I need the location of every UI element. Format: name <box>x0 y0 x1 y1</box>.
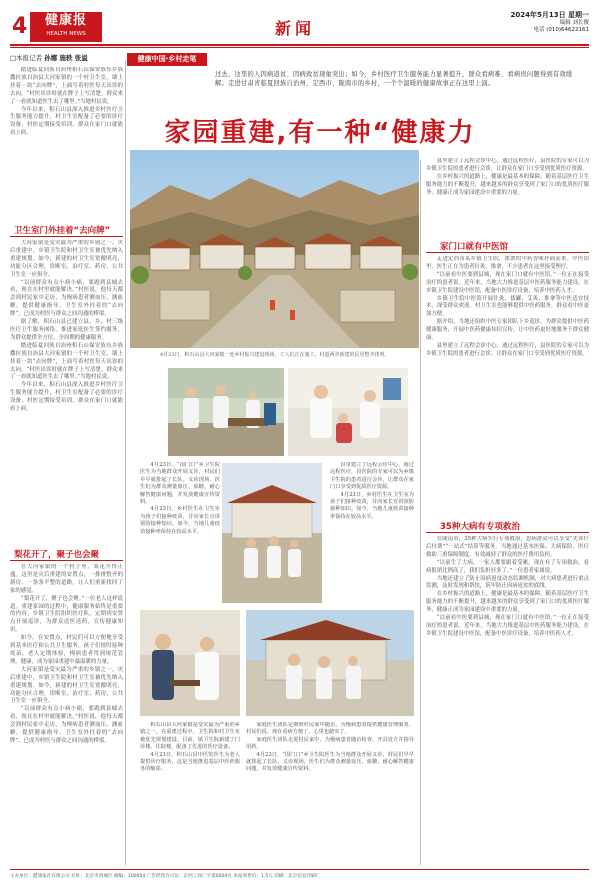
col3-section2 <box>426 256 589 512</box>
bottom-text-b <box>246 722 414 862</box>
photo-home-visit <box>246 610 414 716</box>
home-visit-image <box>246 610 414 716</box>
paragraph: 县里建立了远程会诊中心，通过远程医疗，县医院的专家可以为乡镇卫生院的患者进行会诊，让群众在家门口享受到优质医疗资源。 <box>426 158 589 172</box>
col1-section4 <box>10 564 123 864</box>
subhead-4: 梨花开了，聚子也会聚 <box>14 550 100 560</box>
section-title: 新闻 <box>275 19 316 38</box>
paragraph: 4月23日，乡村医生在卫生室为孩子们接种疫苗，并向家长宣讲预防接种知识。如今，当地儿童疫苗接种率保持在较高水平。 <box>140 506 220 535</box>
paragraph: 如今，在安置点，村民们可以方便地享受到基本医疗和公共卫生服务，孩子们按时接种疫苗，老人定期体检，慢病患者得到规范管理。健康，成为家园重建中最温暖的力量。 <box>10 635 123 665</box>
paragraph: 4月23日，乡村医生在卫生室为孩子们接种疫苗，并向家长宣讲预防接种知识。如今，当地儿童疫苗接种率保持在较高水平。 <box>330 491 414 520</box>
paragraph: 当地还建立了防止因病返贫动态监测机制，对大病患者进行重点监测，及时发现和帮扶，筑牢防止因病返贫的底线。 <box>426 575 589 590</box>
reporter-credit <box>10 53 88 62</box>
paragraph: 在大河家镇的一个村子里，梨花开得正盛。这里是灾后重建的安置点，一排排整齐的新房，一条条平整的道路，让人们重新找回了家的感觉。 <box>10 564 123 594</box>
vaccination-image <box>288 368 408 456</box>
dateline <box>510 12 589 35</box>
credit-names: 孙娜 施轶 张溢 <box>44 54 88 62</box>
paragraph: 大河家镇是受灾最为严重的乡镇之一。灾后重建中，乡镇卫生院和村卫生室被优先纳入重建规划。如今，新建的村卫生室宽敞明亮，功能分区合理，诊断室、治疗室、药房、公共卫生室一应俱全。 <box>10 666 123 705</box>
photo-vaccination <box>288 368 408 456</box>
paragraph: 大河家镇是受灾最为严重的乡镇之一。灾后重建中，乡镇卫生院和村卫生室被优先纳入重建规划。如今，新建的村卫生室宽敞明亮，功能分区合理，诊断室、治疗室、药房、公共卫生室一应俱全。 <box>10 240 123 278</box>
issue-date: 2024年5月13日 星期一 <box>510 11 589 19</box>
header-rule <box>10 44 589 46</box>
photo-doctor-consult <box>168 368 284 456</box>
footer-info: 主办单位：健康报社有限公司 社址：北京市西城区 邮编：100054 广告经营许可证：京西工商广字第0000号 本报零售价：1.5元 印刷：北京信息印刷厂 <box>10 874 321 879</box>
intro-text: 过去，这里的人因病返贫、因病致贫现象突出；如今，乡村医疗卫生服务能力显著提升，群众看病难、看病贵问题得到有效缓解。走进甘肃省临夏回族自治州、定西市、陇南市的乡村，一个个温暖的健康故事正在这里上演。 <box>215 71 573 87</box>
village-team-image <box>222 463 322 603</box>
village-reconstruction-image <box>130 150 419 348</box>
editor-line: 编辑 刘长俊 <box>559 19 589 26</box>
paragraph: 4月23日，积石山县中医馆医生为老人提供诊疗服务，这是当地推进基层中医药服务的缩影。 <box>140 751 240 773</box>
main-photo <box>130 150 419 348</box>
col3-top <box>426 158 589 236</box>
paragraph: 据了解，积石山县已建立县、乡、村三级医疗卫生服务网络，推进家庭医生签约服务，为群众提供全方位、全周期的健康服务。 <box>10 319 123 341</box>
paragraph: “以前生了大病，一家人都要跟着受累。现在有了专项救治，看病报销比例高了，我们负担轻多了。”一位患者家属说。 <box>426 559 589 574</box>
paragraph: 4月23日，“国门口”乡卫生院医生为当地群众开展义诊，村民们早早就排起了长队。义诊现场，医生们为群众测量血压、血糖，耐心解答健康问题，并发放健康宣传资料。 <box>140 462 220 506</box>
logo-text: 健康报 <box>44 13 87 28</box>
paragraph: 家庭医生团队走进村民家中，为慢病患者随访检查、开具处方并指导用药。 <box>246 736 414 751</box>
paragraph: 走进定西市某乡镇卫生院，浓浓的中药香味扑面而来。中医馆里，医生正在为患者针灸、推拿，不少患者在这里接受理疗。 <box>426 256 589 270</box>
subhead-rule <box>10 236 123 237</box>
subhead-2: 家门口就有中医馆 <box>440 242 509 252</box>
phone-line: 电话 (010)64622161 <box>533 27 589 33</box>
column-divider <box>420 160 421 865</box>
col1-top <box>10 67 123 217</box>
outdoor-clinic-image <box>168 368 284 456</box>
column-divider <box>125 60 126 865</box>
subhead-1: 卫生室门外挂着“去向牌” <box>14 226 111 236</box>
paragraph: 在乡村振兴的道路上，健康是最基本的保障。随着基层医疗卫生服务能力的不断提升，越来越多的群众享受到了家门口的优质医疗服务，健康正成为家园建设中重要的力量。 <box>426 173 589 196</box>
paragraph: 积石山县大河家镇是受灾最为严重的乡镇之一，在重建过程中，卫生院和村卫生室被优先规划建设。目前，镇卫生院新建了门诊楼、住院楼，配备了先进的医疗设备。 <box>140 722 240 751</box>
page-number: 4 <box>12 14 28 39</box>
paragraph: 今年以来，积石山县深入推进乡村医疗卫生服务能力提升，村卫生室配备了必要的诊疗设备，村医定期接受培训，群众在家门口就能看上病。 <box>10 382 123 413</box>
paragraph: 家庭医生团队定期到村民家中随访，为慢病患者提供健康管理服务。村民们说，现在看病方便了，心里也踏实了。 <box>246 722 414 736</box>
paragraph: 4月23日，“国门口”乡卫生院医生为当地群众开展义诊，村民们早早就排起了长队。义诊现场，医生们为群众测量血压、血糖，耐心解答健康问题，并发放健康宣传资料。 <box>246 751 414 773</box>
logo-en: HEALTH NEWS <box>46 31 86 37</box>
bottom-text-a <box>140 722 240 862</box>
subhead-rule <box>426 532 589 533</box>
paragraph: “以前群众有点小病小痛，要跑到县城去看，现在在村里就能解决。”村医说，他每天都会到村民家中走访，为慢病患者测血压、测血糖，提供健康指导。卫生室外挂着的“去向牌”，已成为村医与群众之间沟通的桥梁。 <box>10 279 123 318</box>
paragraph: 今年以来，积石山县深入推进乡村医疗卫生服务能力提升，村卫生室配备了必要的诊疗设备，村医定期接受培训，群众在家门口就能看上病。 <box>10 106 123 137</box>
paragraph: 在陇南市，35种大病实行专项救治，患病群众可以享受“先诊疗后付费”“一站式”结算等服务。当地通过基本医保、大病保险、医疗救助三重保障制度，有效减轻了群众的医疗费用负担。 <box>426 536 589 558</box>
paragraph: “以前看中医要到县城，现在家门口就有中医馆。”一位正在接受治疗的患者说。近年来，当地大力推进基层中医药服务能力建设，在乡镇卫生院建设中医馆，配备中医诊疗设备，培养中医药人才。 <box>426 271 589 294</box>
photo-elder-care <box>140 610 240 716</box>
elder-care-image <box>140 610 240 716</box>
newspaper-logo <box>30 12 102 42</box>
paragraph: 县里建立了远程会诊中心，通过远程医疗，县医院的专家可以为乡镇卫生院的患者进行会诊，让群众在家门口享受到优质医疗资源。 <box>330 462 414 491</box>
paragraph: 踏进临夏回族自治州积石山保安族东乡族撒拉族自治县大河家镇的一个村卫生室，墙上挂着一块“去向牌”，上面写着村医每天出诊的去向。“村医出诊时就在牌子上写清楚，群众来了一看就知道医生去了哪里。”当地村民说。 <box>10 342 123 381</box>
mid-text-b <box>330 462 414 602</box>
credit-prefix: □本报记者 <box>10 54 43 62</box>
paragraph: 乡镇卫生院中医馆开展针灸、拔罐、艾灸、推拿等中医适宜技术，深受群众欢迎。村卫生室也能够提供中医药服务，群众看中医更加方便。 <box>426 295 589 318</box>
col1-section1 <box>10 240 123 540</box>
paragraph: 据介绍，当地还组织中医专家团队下乡巡诊，为群众提供中医药健康服务，开展中医药健康知识宣传，让中医药更好地服务于群众健康。 <box>426 319 589 342</box>
headline: 家园重建,有一种“健康力 <box>164 118 476 148</box>
header-rule-thin <box>10 47 589 48</box>
col3-section3 <box>426 536 589 864</box>
mid-text-a <box>140 462 220 602</box>
paragraph: 在乡村振兴的道路上，健康是最基本的保障。随着基层医疗卫生服务能力的不断提升，越来越多的群众享受到了家门口的优质医疗服务，健康正成为家园建设中重要的力量。 <box>426 591 589 614</box>
subhead-3: 35种大病有专项救治 <box>440 522 520 532</box>
paragraph: “梨花开了，聚子也会聚。”一位老人这样说道。重建家园的过程中，健康服务始终是重要的内容。乡镇卫生院组织医疗队，定期到安置点开展巡诊，为群众送医送药，宣传健康知识。 <box>10 595 123 634</box>
paragraph: “以前群众有点小病小痛，要跑到县城去看，现在在村里就能解决。”村医说，他每天都会到村民家中走访，为慢病患者测血压、测血糖，提供健康指导。卫生室外挂着的“去向牌”，已成为村医与群众之间沟通的桥梁。 <box>10 706 123 744</box>
subhead-rule <box>10 560 123 561</box>
paragraph: “以前看中医要到县城，现在家门口就有中医馆。”一位正在接受治疗的患者说。近年来，当地大力推进基层中医药服务能力建设，在乡镇卫生院建设中医馆，配备中医诊疗设备，培养中医药人才。 <box>426 615 589 637</box>
main-photo-caption: 4月23日，积石山县大河家镇一处乡村振兴建设现场，工人们正在施工，村道两旁新建的民居整齐排列。 <box>160 352 390 358</box>
footer-rule <box>10 869 589 870</box>
subhead-rule <box>426 252 589 253</box>
paragraph: 县里建立了远程会诊中心，通过远程医疗，县医院的专家可以为乡镇卫生院的患者进行会诊，让群众在家门口享受到优质医疗资源。 <box>426 342 589 357</box>
column-label: 健康中国·乡村走笔 <box>127 53 207 66</box>
paragraph: 踏进临夏回族自治州积石山保安族东乡族撒拉族自治县大河家镇的一个村卫生室，墙上挂着一块“去向牌”，上面写着村医每天出诊的去向。“村医出诊时就在牌子上写清楚，群众来了一看就知道医生去了哪里。”当地村民说。 <box>10 67 123 105</box>
photo-village-team <box>222 463 322 603</box>
